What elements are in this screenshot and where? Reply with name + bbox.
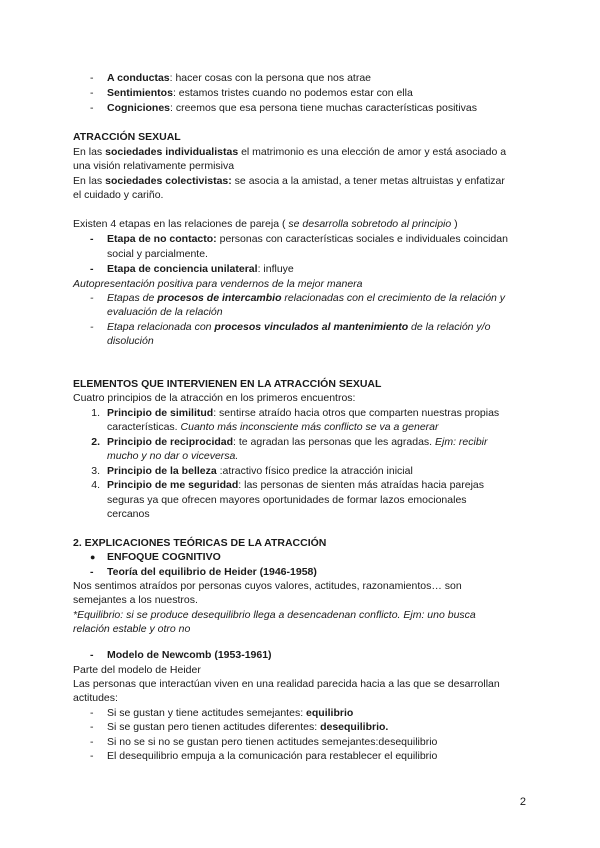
numbered-item-continuation: seguras ya que ofrecen mayores oportunidades de formar lazos emocionales [107,494,467,506]
paragraph-line: Parte del modelo de Heider [73,664,201,676]
paragraph-line: Las personas que interactúan viven en una realidad parecida hacia a las que se desarrollan [73,678,500,690]
list-item: Cogniciones: creemos que esa persona tiene muchas características positivas [107,102,477,114]
subheading: Modelo de Newcomb (1953-1961) [107,649,272,661]
numbered-item-continuation: mucho y no dar o viceversa. [107,450,239,462]
list-dash: - [90,736,94,748]
page-number: 2 [519,796,526,808]
list-dash: - [90,750,94,762]
paragraph-line: Cuatro principios de la atracción en los primeros encuentros: [73,392,356,404]
paragraph-line: *Equilibrio: si se produce desequilibrio llega a desencadenan conflicto. Ejm: uno busca [73,609,476,621]
list-item-continuation: social y parcialmente. [107,248,208,260]
numbered-item-continuation: características. Cuanto más inconsciente más conflicto se va a generar [107,421,439,433]
list-dash: - [90,263,94,275]
list-dash: - [90,233,94,245]
section-heading: 2. EXPLICACIONES TEÓRICAS DE LA ATRACCIÓN [73,537,327,549]
numbered-item: Principio de me seguridad: las personas de sienten más atraídas hacia parejas [107,479,485,491]
paragraph-line: Nos sentimos atraídos por personas cuyos valores, actitudes, razonamientos… son [73,580,462,592]
list-dash: - [90,566,94,578]
list-item: Sentimientos: estamos tristes cuando no podemos estar con ella [107,87,413,99]
paragraph-line: En las sociedades individualistas el matrimonio es una elección de amor y está asociado a [73,146,507,158]
paragraph-line: actitudes: [73,692,118,704]
list-dash: - [90,87,94,99]
list-dash: - [90,292,94,304]
list-item-continuation: disolución [107,335,154,347]
list-item-continuation: evaluación de la relación [107,306,223,318]
list-number: 2. [91,436,100,448]
numbered-item: Principio de similitud: sentirse atraído hacia otros que comparten nuestras propias [107,407,500,419]
list-item: Etapa de conciencia unilateral: influye [107,263,294,275]
bullet-dot: ● [90,552,96,562]
list-item: A conductas: hacer cosas con la persona que nos atrae [107,72,372,84]
list-item: Si se gustan y tiene actitudes semejantes: equilibrio [107,707,354,719]
section-heading: ELEMENTOS QUE INTERVIENEN EN LA ATRACCIÓN SEXUAL [73,378,382,390]
paragraph-line: semejantes a los nuestros. [73,594,198,606]
list-item: Si no se si no se gustan pero tienen actitudes semejantes:desequilibrio [107,736,438,748]
paragraph-line: relación estable y otro no [73,623,191,635]
paragraph-line: una visión relativamente permisiva [73,160,235,172]
paragraph-line: Autopresentación positiva para vendernos de la mejor manera [73,278,363,290]
list-item: Si se gustan pero tienen actitudes diferentes: desequilibrio. [107,721,389,733]
list-dash: - [90,649,94,661]
paragraph-line: Existen 4 etapas en las relaciones de pareja ( se desarrolla sobretodo al principio ) [73,218,458,230]
list-item: El desequilibrio empuja a la comunicación para restablecer el equilibrio [107,750,438,762]
list-item: Etapa de no contacto: personas con características sociales e individuales coincidan [107,233,508,245]
list-dash: - [90,721,94,733]
numbered-item: Principio de reciprocidad: te agradan las personas que les agradas. Ejm: recibir [107,436,488,448]
list-dash: - [90,72,94,84]
list-item: Etapa relacionada con procesos vinculados al mantenimiento de la relación y/o [107,321,491,333]
numbered-item-continuation: cercanos [107,508,150,520]
paragraph-line: el cuidado y cariño. [73,189,164,201]
numbered-item: Principio de la belleza :atractivo físico predice la atracción inicial [107,465,413,477]
list-dash: - [90,321,94,333]
list-dash: - [90,707,94,719]
list-number: 4. [91,479,100,491]
paragraph-line: En las sociedades colectivistas: se asocia a la amistad, a tener metas altruistas y enfatizar [73,175,505,187]
list-dash: - [90,102,94,114]
section-heading: ATRACCIÓN SEXUAL [73,131,181,143]
subheading: Teoría del equilibrio de Heider (1946-1958) [107,566,317,578]
list-number: 3. [91,465,100,477]
list-item: Etapas de procesos de intercambio relacionadas con el crecimiento de la relación y [107,292,506,304]
list-number: 1. [91,407,100,419]
subheading: ENFOQUE COGNITIVO [107,551,221,563]
